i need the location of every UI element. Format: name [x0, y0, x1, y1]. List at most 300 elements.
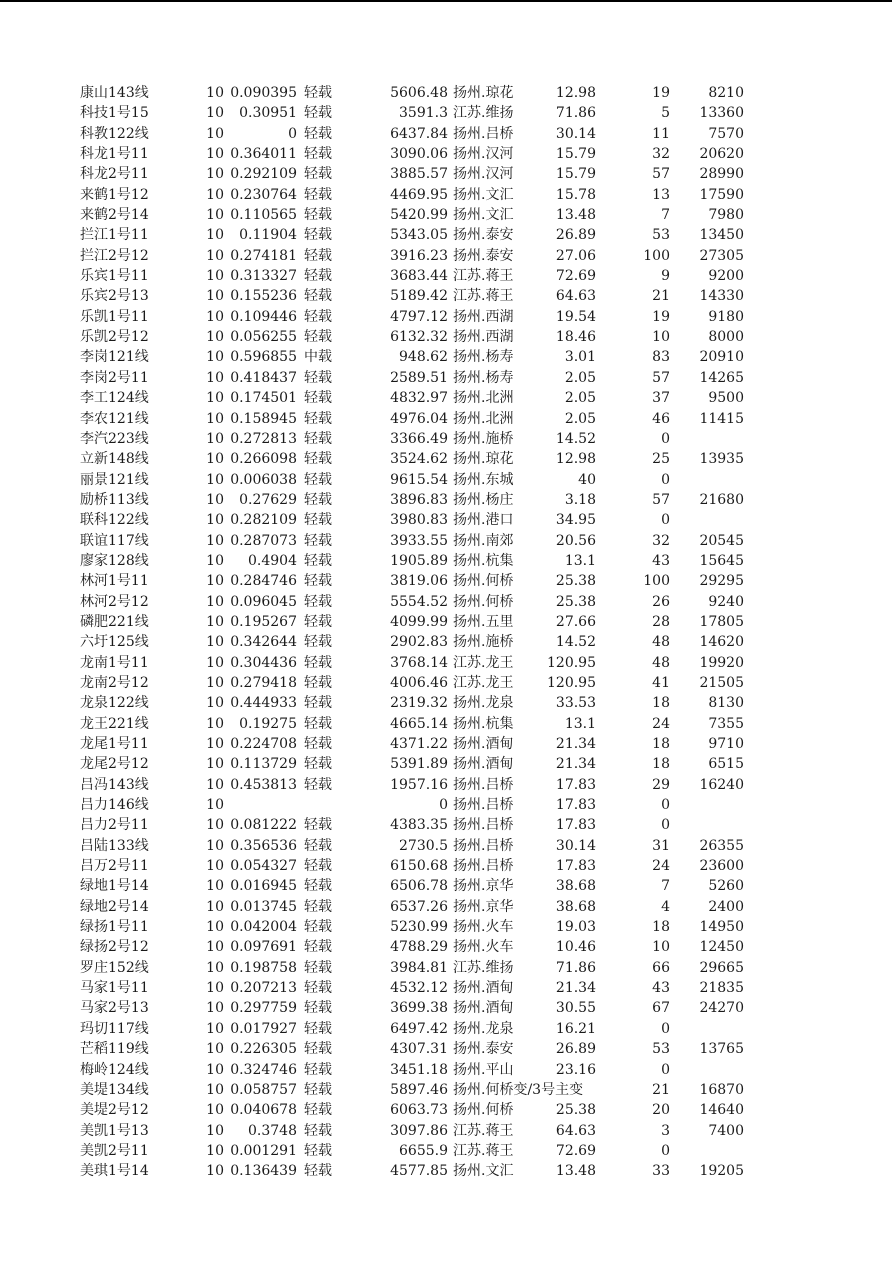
total-value-cell[interactable]: 26355 [699, 837, 744, 854]
voltage-cell[interactable]: 10 [206, 308, 224, 325]
load-status-cell[interactable]: 轻载 [304, 1163, 332, 1180]
voltage-cell[interactable]: 10 [206, 532, 224, 549]
voltage-cell[interactable]: 10 [206, 491, 224, 508]
voltage-cell[interactable]: 10 [206, 146, 224, 163]
line-name-cell[interactable]: 吕力2号11 [80, 817, 149, 834]
total-value-cell[interactable]: 11415 [699, 410, 744, 427]
remaining-capacity-cell[interactable]: 3768.14 [390, 654, 448, 671]
load-rate-cell[interactable]: 0.313327 [230, 268, 297, 285]
load-rate-cell[interactable]: 0.198758 [230, 959, 297, 976]
count-cell[interactable]: 18 [652, 695, 670, 712]
remaining-capacity-cell[interactable]: 3916.23 [390, 247, 448, 264]
count-cell[interactable]: 4 [661, 898, 670, 915]
voltage-cell[interactable]: 10 [206, 349, 224, 366]
load-rate-cell[interactable]: 0.042004 [230, 919, 297, 936]
distance-cell[interactable]: 25.38 [555, 573, 596, 590]
distance-cell[interactable]: 38.68 [555, 898, 596, 915]
load-status-cell[interactable]: 轻载 [304, 451, 332, 468]
voltage-cell[interactable]: 10 [206, 634, 224, 651]
total-value-cell[interactable]: 17590 [699, 186, 744, 203]
remaining-capacity-cell[interactable]: 4307.31 [390, 1041, 448, 1058]
load-rate-cell[interactable]: 0.097691 [230, 939, 297, 956]
substation-cell[interactable]: 扬州.酒甸 [453, 756, 514, 773]
distance-cell[interactable]: 72.69 [555, 1142, 596, 1159]
substation-cell[interactable]: 扬州.施桥 [453, 634, 514, 651]
count-cell[interactable]: 20 [652, 1102, 670, 1119]
voltage-cell[interactable]: 10 [206, 878, 224, 895]
voltage-cell[interactable]: 10 [206, 369, 224, 386]
distance-cell[interactable]: 72.69 [555, 268, 596, 285]
total-value-cell[interactable]: 5260 [708, 878, 744, 895]
line-name-cell[interactable]: 美凯1号13 [80, 1122, 149, 1139]
line-name-cell[interactable]: 龙泉122线 [80, 695, 149, 712]
count-cell[interactable]: 29 [652, 776, 670, 793]
total-value-cell[interactable]: 15645 [699, 552, 744, 569]
line-name-cell[interactable]: 吕万2号11 [80, 858, 149, 875]
count-cell[interactable]: 57 [652, 166, 670, 183]
line-name-cell[interactable]: 林河1号11 [80, 573, 149, 590]
load-status-cell[interactable]: 轻载 [304, 369, 332, 386]
count-cell[interactable]: 18 [652, 919, 670, 936]
substation-cell[interactable]: 扬州.南郊 [453, 532, 514, 549]
remaining-capacity-cell[interactable]: 0 [439, 797, 448, 814]
voltage-cell[interactable]: 10 [206, 329, 224, 346]
total-value-cell[interactable]: 12450 [699, 939, 744, 956]
count-cell[interactable]: 0 [661, 1020, 670, 1037]
load-status-cell[interactable]: 轻载 [304, 654, 332, 671]
remaining-capacity-cell[interactable]: 2319.32 [390, 695, 448, 712]
substation-cell[interactable]: 扬州.琼花 [453, 85, 514, 101]
voltage-cell[interactable]: 10 [206, 715, 224, 732]
distance-cell[interactable]: 25.38 [555, 1102, 596, 1119]
distance-cell[interactable]: 15.79 [555, 146, 596, 163]
substation-cell[interactable]: 扬州.京华 [453, 898, 514, 915]
line-name-cell[interactable]: 来鹤1号12 [80, 186, 149, 203]
load-rate-cell[interactable]: 0.356536 [230, 837, 297, 854]
load-rate-cell[interactable]: 0.418437 [230, 369, 297, 386]
distance-cell[interactable]: 17.83 [555, 858, 596, 875]
distance-cell[interactable]: 17.83 [555, 817, 596, 834]
voltage-cell[interactable]: 10 [206, 247, 224, 264]
remaining-capacity-cell[interactable]: 4832.97 [390, 390, 448, 407]
load-rate-cell[interactable]: 0.342644 [230, 634, 297, 651]
voltage-cell[interactable]: 10 [206, 85, 224, 101]
voltage-cell[interactable]: 10 [206, 837, 224, 854]
load-status-cell[interactable]: 轻载 [304, 634, 332, 651]
distance-cell[interactable]: 2.05 [564, 410, 596, 427]
load-rate-cell[interactable]: 0.282109 [230, 512, 297, 529]
voltage-cell[interactable]: 10 [206, 166, 224, 183]
voltage-cell[interactable]: 10 [206, 858, 224, 875]
load-rate-cell[interactable]: 0.136439 [230, 1163, 297, 1180]
line-name-cell[interactable]: 美堤2号12 [80, 1102, 149, 1119]
load-status-cell[interactable]: 轻载 [304, 329, 332, 346]
remaining-capacity-cell[interactable]: 5343.05 [390, 227, 448, 244]
remaining-capacity-cell[interactable]: 1905.89 [390, 552, 448, 569]
load-status-cell[interactable]: 轻载 [304, 390, 332, 407]
load-status-cell[interactable]: 轻载 [304, 1020, 332, 1037]
remaining-capacity-cell[interactable]: 1957.16 [390, 776, 448, 793]
substation-cell[interactable]: 扬州.泰安 [453, 247, 514, 264]
distance-cell[interactable]: 21.34 [555, 980, 596, 997]
load-status-cell[interactable]: 轻载 [304, 512, 332, 529]
count-cell[interactable]: 33 [652, 1163, 670, 1180]
distance-cell[interactable]: 26.89 [555, 227, 596, 244]
remaining-capacity-cell[interactable]: 9615.54 [390, 471, 448, 488]
substation-cell[interactable]: 江苏.龙王 [453, 654, 514, 671]
count-cell[interactable]: 0 [661, 512, 670, 529]
substation-cell[interactable]: 扬州.琼花 [453, 451, 514, 468]
count-cell[interactable]: 83 [652, 349, 670, 366]
load-status-cell[interactable]: 轻载 [304, 1102, 332, 1119]
line-name-cell[interactable]: 龙王221线 [80, 715, 149, 732]
line-name-cell[interactable]: 林河2号12 [80, 593, 149, 610]
distance-cell[interactable]: 19.54 [555, 308, 596, 325]
substation-cell[interactable]: 扬州.港口 [453, 512, 514, 529]
load-rate-cell[interactable]: 0.155236 [230, 288, 297, 305]
substation-cell[interactable]: 扬州.火车 [453, 939, 514, 956]
remaining-capacity-cell[interactable]: 2730.5 [399, 837, 448, 854]
remaining-capacity-cell[interactable]: 5554.52 [390, 593, 448, 610]
remaining-capacity-cell[interactable]: 5189.42 [390, 288, 448, 305]
total-value-cell[interactable]: 20620 [699, 146, 744, 163]
remaining-capacity-cell[interactable]: 3885.57 [390, 166, 448, 183]
remaining-capacity-cell[interactable]: 2902.83 [390, 634, 448, 651]
count-cell[interactable]: 100 [643, 573, 670, 590]
load-status-cell[interactable]: 轻载 [304, 308, 332, 325]
remaining-capacity-cell[interactable]: 4665.14 [390, 715, 448, 732]
voltage-cell[interactable]: 10 [206, 1142, 224, 1159]
voltage-cell[interactable]: 10 [206, 227, 224, 244]
line-name-cell[interactable]: 龙尾1号11 [80, 736, 149, 752]
substation-cell[interactable]: 扬州.北洲 [453, 390, 514, 407]
line-name-cell[interactable]: 乐宾1号11 [80, 268, 149, 285]
total-value-cell[interactable]: 23600 [699, 858, 744, 875]
substation-cell[interactable]: 江苏.龙王 [453, 674, 514, 691]
load-rate-cell[interactable]: 0.040678 [230, 1102, 297, 1119]
load-rate-cell[interactable]: 0.27629 [239, 491, 297, 508]
voltage-cell[interactable]: 10 [206, 756, 224, 773]
line-name-cell[interactable]: 乐凯2号12 [80, 329, 149, 346]
count-cell[interactable]: 67 [652, 1000, 670, 1017]
count-cell[interactable]: 7 [661, 207, 670, 224]
line-name-cell[interactable]: 李汽223线 [80, 430, 149, 447]
line-name-cell[interactable]: 绿扬2号12 [80, 939, 149, 956]
distance-cell[interactable]: 2.05 [564, 390, 596, 407]
line-name-cell[interactable]: 联科122线 [80, 512, 149, 529]
load-status-cell[interactable]: 轻载 [304, 247, 332, 264]
total-value-cell[interactable]: 19205 [699, 1163, 744, 1180]
count-cell[interactable]: 9 [661, 268, 670, 285]
line-name-cell[interactable]: 龙尾2号12 [80, 756, 149, 773]
voltage-cell[interactable]: 10 [206, 105, 224, 122]
total-value-cell[interactable]: 8130 [708, 695, 744, 712]
count-cell[interactable]: 0 [661, 1142, 670, 1159]
distance-cell[interactable]: 27.66 [555, 613, 596, 630]
substation-cell[interactable]: 扬州.杨庄 [453, 491, 514, 508]
total-value-cell[interactable]: 9200 [708, 268, 744, 285]
load-status-cell[interactable]: 轻载 [304, 959, 332, 976]
substation-cell[interactable]: 扬州.何桥变/3号主变 [453, 1081, 584, 1098]
count-cell[interactable]: 18 [652, 756, 670, 773]
remaining-capacity-cell[interactable]: 6063.73 [390, 1102, 448, 1119]
load-rate-cell[interactable]: 0.056255 [230, 329, 297, 346]
load-status-cell[interactable]: 轻载 [304, 980, 332, 997]
load-rate-cell[interactable]: 0.096045 [230, 593, 297, 610]
voltage-cell[interactable]: 10 [206, 898, 224, 915]
voltage-cell[interactable]: 10 [206, 654, 224, 671]
remaining-capacity-cell[interactable]: 5391.89 [390, 756, 448, 773]
remaining-capacity-cell[interactable]: 3984.81 [390, 959, 448, 976]
substation-cell[interactable]: 扬州.西湖 [453, 308, 514, 325]
substation-cell[interactable]: 江苏.蒋王 [453, 1122, 514, 1139]
line-name-cell[interactable]: 乐宾2号13 [80, 288, 149, 305]
voltage-cell[interactable]: 10 [206, 410, 224, 427]
remaining-capacity-cell[interactable]: 6537.26 [390, 898, 448, 915]
voltage-cell[interactable]: 10 [206, 939, 224, 956]
load-rate-cell[interactable]: 0.284746 [230, 573, 297, 590]
substation-cell[interactable]: 扬州.京华 [453, 878, 514, 895]
remaining-capacity-cell[interactable]: 6497.42 [390, 1020, 448, 1037]
substation-cell[interactable]: 扬州.泰安 [453, 1041, 514, 1058]
voltage-cell[interactable]: 10 [206, 1163, 224, 1180]
load-status-cell[interactable]: 轻载 [304, 858, 332, 875]
count-cell[interactable]: 53 [652, 227, 670, 244]
load-rate-cell[interactable]: 0.113729 [230, 756, 297, 773]
load-status-cell[interactable]: 轻载 [304, 1061, 332, 1078]
count-cell[interactable]: 32 [652, 532, 670, 549]
voltage-cell[interactable]: 10 [206, 288, 224, 305]
total-value-cell[interactable]: 20910 [699, 349, 744, 366]
total-value-cell[interactable]: 27305 [699, 247, 744, 264]
remaining-capacity-cell[interactable]: 4797.12 [390, 308, 448, 325]
count-cell[interactable]: 0 [661, 817, 670, 834]
distance-cell[interactable]: 13.48 [555, 207, 596, 224]
voltage-cell[interactable]: 10 [206, 736, 224, 752]
voltage-cell[interactable]: 10 [206, 512, 224, 529]
load-rate-cell[interactable]: 0.001291 [230, 1142, 297, 1159]
substation-cell[interactable]: 扬州.西湖 [453, 329, 514, 346]
count-cell[interactable]: 3 [661, 1122, 670, 1139]
voltage-cell[interactable]: 10 [206, 1000, 224, 1017]
line-name-cell[interactable]: 美琪1号14 [80, 1163, 149, 1180]
load-status-cell[interactable]: 轻载 [304, 613, 332, 630]
total-value-cell[interactable]: 13935 [699, 451, 744, 468]
load-rate-cell[interactable]: 0.297759 [230, 1000, 297, 1017]
voltage-cell[interactable]: 10 [206, 207, 224, 224]
substation-cell[interactable]: 扬州.施桥 [453, 430, 514, 447]
distance-cell[interactable]: 25.38 [555, 593, 596, 610]
load-status-cell[interactable]: 轻载 [304, 878, 332, 895]
total-value-cell[interactable]: 9240 [708, 593, 744, 610]
remaining-capacity-cell[interactable]: 3451.18 [390, 1061, 448, 1078]
remaining-capacity-cell[interactable]: 4371.22 [390, 736, 448, 752]
load-status-cell[interactable]: 轻载 [304, 105, 332, 122]
remaining-capacity-cell[interactable]: 3819.06 [390, 573, 448, 590]
distance-cell[interactable]: 30.14 [555, 837, 596, 854]
count-cell[interactable]: 7 [661, 878, 670, 895]
load-rate-cell[interactable]: 0.110565 [230, 207, 297, 224]
voltage-cell[interactable]: 10 [206, 959, 224, 976]
count-cell[interactable]: 19 [652, 85, 670, 101]
count-cell[interactable]: 28 [652, 613, 670, 630]
substation-cell[interactable]: 扬州.何桥 [453, 1102, 514, 1119]
substation-cell[interactable]: 扬州.泰安 [453, 227, 514, 244]
count-cell[interactable]: 57 [652, 491, 670, 508]
load-status-cell[interactable]: 轻载 [304, 939, 332, 956]
substation-cell[interactable]: 江苏.蒋王 [453, 288, 514, 305]
total-value-cell[interactable]: 21835 [699, 980, 744, 997]
count-cell[interactable]: 13 [652, 186, 670, 203]
load-status-cell[interactable]: 轻载 [304, 227, 332, 244]
voltage-cell[interactable]: 10 [206, 1041, 224, 1058]
remaining-capacity-cell[interactable]: 3896.83 [390, 491, 448, 508]
remaining-capacity-cell[interactable]: 4469.95 [390, 186, 448, 203]
voltage-cell[interactable]: 10 [206, 552, 224, 569]
line-name-cell[interactable]: 绿地1号14 [80, 878, 149, 895]
load-status-cell[interactable]: 轻载 [304, 146, 332, 163]
substation-cell[interactable]: 江苏.蒋王 [453, 1142, 514, 1159]
remaining-capacity-cell[interactable]: 4976.04 [390, 410, 448, 427]
distance-cell[interactable]: 14.52 [555, 634, 596, 651]
substation-cell[interactable]: 扬州.吕桥 [453, 797, 514, 814]
total-value-cell[interactable]: 9710 [708, 736, 744, 752]
load-status-cell[interactable]: 轻载 [304, 207, 332, 224]
count-cell[interactable]: 48 [652, 654, 670, 671]
voltage-cell[interactable]: 10 [206, 471, 224, 488]
remaining-capacity-cell[interactable]: 2589.51 [390, 369, 448, 386]
line-name-cell[interactable]: 廖家128线 [80, 552, 149, 569]
total-value-cell[interactable]: 13360 [699, 105, 744, 122]
distance-cell[interactable]: 64.63 [555, 288, 596, 305]
total-value-cell[interactable]: 20545 [699, 532, 744, 549]
substation-cell[interactable]: 扬州.吕桥 [453, 776, 514, 793]
load-rate-cell[interactable]: 0.224708 [230, 736, 297, 752]
count-cell[interactable]: 53 [652, 1041, 670, 1058]
substation-cell[interactable]: 扬州.酒甸 [453, 980, 514, 997]
distance-cell[interactable]: 23.16 [555, 1061, 596, 1078]
voltage-cell[interactable]: 10 [206, 1122, 224, 1139]
distance-cell[interactable]: 15.78 [555, 186, 596, 203]
distance-cell[interactable]: 13.1 [564, 715, 596, 732]
remaining-capacity-cell[interactable]: 3699.38 [390, 1000, 448, 1017]
substation-cell[interactable]: 扬州.龙泉 [453, 695, 514, 712]
distance-cell[interactable]: 18.46 [555, 329, 596, 346]
line-name-cell[interactable]: 科技1号15 [80, 105, 149, 122]
load-rate-cell[interactable]: 0.364011 [230, 146, 297, 163]
line-name-cell[interactable]: 李岗121线 [80, 349, 149, 366]
total-value-cell[interactable]: 14950 [699, 919, 744, 936]
line-name-cell[interactable]: 李农121线 [80, 410, 149, 427]
line-name-cell[interactable]: 励桥113线 [80, 491, 149, 508]
line-name-cell[interactable]: 芒稻119线 [80, 1041, 149, 1058]
remaining-capacity-cell[interactable]: 3933.55 [390, 532, 448, 549]
line-name-cell[interactable]: 康山143线 [80, 85, 149, 101]
load-status-cell[interactable]: 轻载 [304, 552, 332, 569]
substation-cell[interactable]: 扬州.东城 [453, 471, 514, 488]
voltage-cell[interactable]: 10 [206, 125, 224, 142]
distance-cell[interactable]: 26.89 [555, 1041, 596, 1058]
substation-cell[interactable]: 扬州.文汇 [453, 1163, 514, 1180]
distance-cell[interactable]: 30.55 [555, 1000, 596, 1017]
substation-cell[interactable]: 江苏.蒋王 [453, 268, 514, 285]
distance-cell[interactable]: 71.86 [555, 959, 596, 976]
line-name-cell[interactable]: 科教122线 [80, 125, 149, 142]
count-cell[interactable]: 24 [652, 858, 670, 875]
distance-cell[interactable]: 120.95 [547, 674, 596, 691]
line-name-cell[interactable]: 吕冯143线 [80, 776, 149, 793]
voltage-cell[interactable]: 10 [206, 674, 224, 691]
distance-cell[interactable]: 21.34 [555, 756, 596, 773]
remaining-capacity-cell[interactable]: 4006.46 [390, 674, 448, 691]
load-rate-cell[interactable]: 0 [288, 125, 297, 142]
count-cell[interactable]: 32 [652, 146, 670, 163]
load-rate-cell[interactable]: 0.596855 [230, 349, 297, 366]
distance-cell[interactable]: 27.06 [555, 247, 596, 264]
substation-cell[interactable]: 江苏.维扬 [453, 105, 514, 122]
load-rate-cell[interactable]: 0.279418 [230, 674, 297, 691]
load-status-cell[interactable]: 轻载 [304, 288, 332, 305]
total-value-cell[interactable]: 13765 [699, 1041, 744, 1058]
total-value-cell[interactable]: 2400 [708, 898, 744, 915]
voltage-cell[interactable]: 10 [206, 695, 224, 712]
count-cell[interactable]: 37 [652, 390, 670, 407]
voltage-cell[interactable]: 10 [206, 613, 224, 630]
distance-cell[interactable]: 14.52 [555, 430, 596, 447]
count-cell[interactable]: 11 [652, 125, 670, 142]
count-cell[interactable]: 66 [652, 959, 670, 976]
distance-cell[interactable]: 13.48 [555, 1163, 596, 1180]
distance-cell[interactable]: 64.63 [555, 1122, 596, 1139]
substation-cell[interactable]: 扬州.汉河 [453, 146, 514, 163]
remaining-capacity-cell[interactable]: 4383.35 [390, 817, 448, 834]
remaining-capacity-cell[interactable]: 4099.99 [390, 613, 448, 630]
line-name-cell[interactable]: 科龙2号11 [80, 166, 149, 183]
total-value-cell[interactable]: 7570 [708, 125, 744, 142]
voltage-cell[interactable]: 10 [206, 593, 224, 610]
load-status-cell[interactable]: 中载 [304, 349, 332, 366]
load-status-cell[interactable]: 轻载 [304, 1000, 332, 1017]
substation-cell[interactable]: 扬州.何桥 [453, 593, 514, 610]
load-rate-cell[interactable]: 0.287073 [230, 532, 297, 549]
line-name-cell[interactable]: 来鹤2号14 [80, 207, 149, 224]
load-status-cell[interactable]: 轻载 [304, 919, 332, 936]
voltage-cell[interactable]: 10 [206, 980, 224, 997]
distance-cell[interactable]: 38.68 [555, 878, 596, 895]
distance-cell[interactable]: 20.56 [555, 532, 596, 549]
line-name-cell[interactable]: 李工124线 [80, 390, 149, 407]
total-value-cell[interactable]: 19920 [699, 654, 744, 671]
substation-cell[interactable]: 扬州.汉河 [453, 166, 514, 183]
load-rate-cell[interactable]: 0.195267 [230, 613, 297, 630]
load-rate-cell[interactable]: 0.11904 [239, 227, 297, 244]
count-cell[interactable]: 0 [661, 430, 670, 447]
distance-cell[interactable]: 3.01 [564, 349, 596, 366]
distance-cell[interactable]: 21.34 [555, 736, 596, 752]
total-value-cell[interactable]: 29295 [699, 573, 744, 590]
load-status-cell[interactable]: 轻载 [304, 776, 332, 793]
load-rate-cell[interactable]: 0.3748 [248, 1122, 297, 1139]
substation-cell[interactable]: 扬州.杭集 [453, 552, 514, 569]
load-rate-cell[interactable]: 0.013745 [230, 898, 297, 915]
voltage-cell[interactable]: 10 [206, 919, 224, 936]
load-status-cell[interactable]: 轻载 [304, 410, 332, 427]
load-status-cell[interactable]: 轻载 [304, 837, 332, 854]
total-value-cell[interactable]: 16240 [699, 776, 744, 793]
load-status-cell[interactable]: 轻载 [304, 1142, 332, 1159]
line-name-cell[interactable]: 马家1号11 [80, 980, 149, 997]
line-name-cell[interactable]: 六圩125线 [80, 634, 149, 651]
